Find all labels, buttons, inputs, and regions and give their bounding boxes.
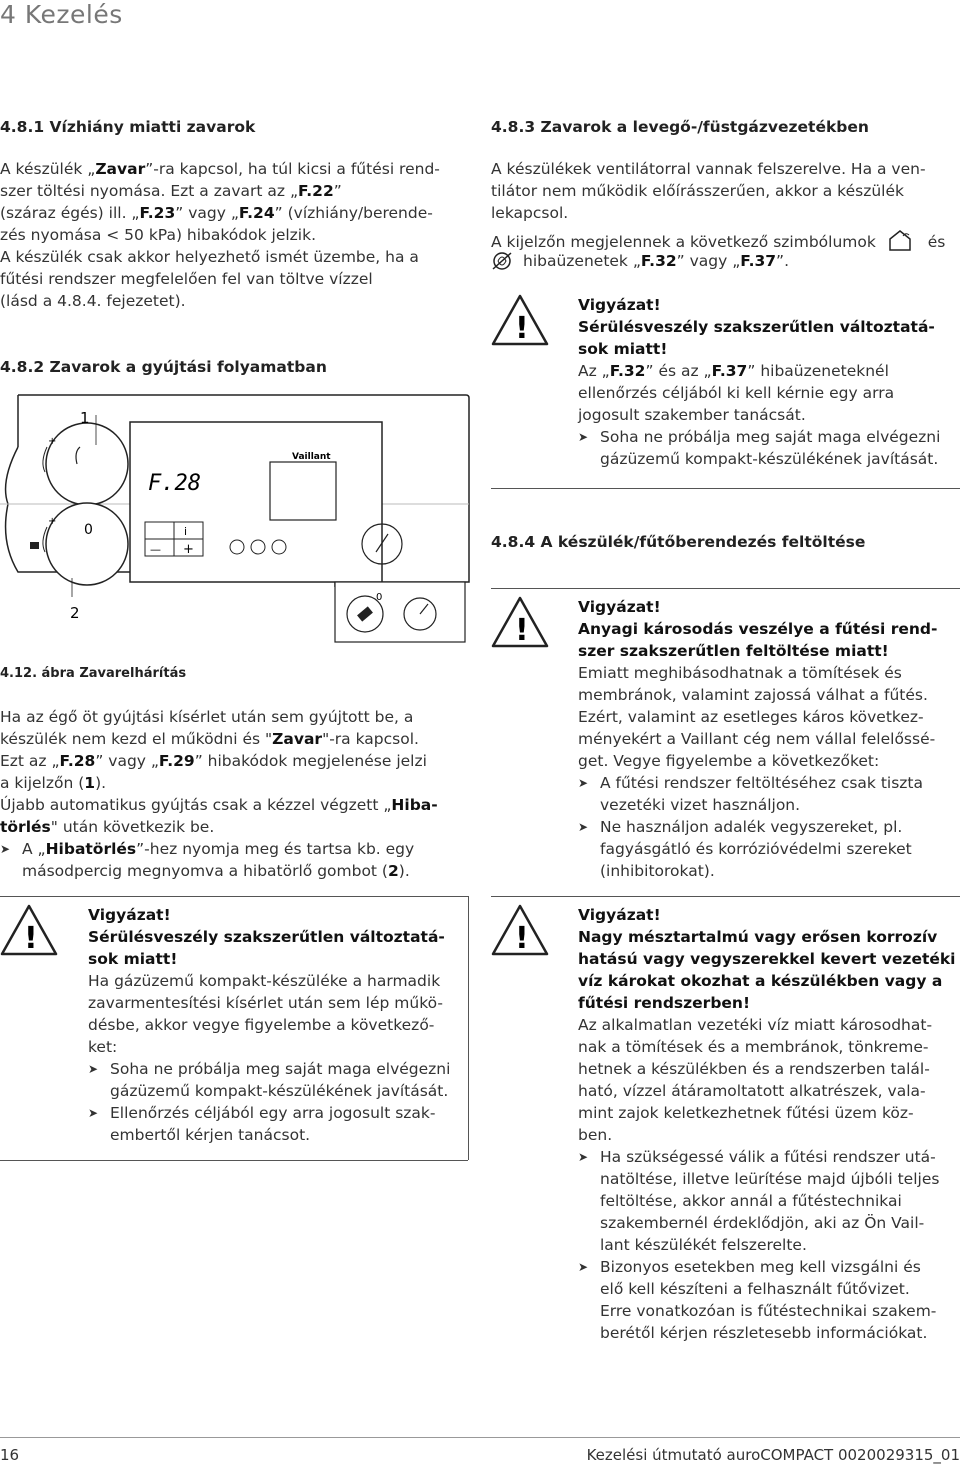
warning-box-right-2 [491,596,960,882]
bullet-item: ➤ Bizonyos esetekben meg kell vizsgálni és elő kell készíteni a felhasznált fűtővizet. Erre vonatkozóan is fűtéstechnikai szakem- berétől kérjen részletesebb információkat. [578,1256,956,1344]
section-4-8-3-title: 4.8.3 Zavarok a levegő-/füstgázvezetékben [491,118,869,136]
warning-bold-text: Sérülésveszély szakszerűtlen változtatá- sok miatt! [88,928,445,968]
warning-title: Vigyázat! [578,906,661,924]
warning-bullets [88,1058,450,1146]
warning-title: Vigyázat! [578,598,661,616]
brand-label: Vaillant [292,452,331,462]
display-error-code: F.28 [148,471,201,496]
temperature-knob-2 [46,503,128,585]
warning-bullets [578,1146,956,1344]
bullet-item: ➤ Soha ne próbálja meg saját maga elvégezni gázüzemű kompakt-készülékének javítását. [578,426,940,470]
svg-text:!: ! [24,921,38,956]
section-4-8-2-title: 4.8.2 Zavarok a gyújtási folyamatban [0,358,327,376]
bullet-item: ➤ Soha ne próbálja meg saját maga elvégezni gázüzemű kompakt-készülékének javítását. [88,1058,450,1102]
symbol-line-2: hibaüzenetek „F.32” vagy „F.37”. [491,250,960,272]
ignition-paragraph: Ha az égő öt gyújtási kísérlet után sem gyújtott be, a készülék nem kezd el működni és "Zavar"-ra kapcsol. Ezt az „F.28” vagy „F.29” hibakódok megjelenése jelzi a kijelzőn (1). Újabb automatikus gyújtás csak a kézzel végzett „Hiba- törlés" után következik be. [0,708,438,836]
warning-title: Vigyázat! [578,296,661,314]
warning-bold-text: Sérülésveszély szakszerűtlen változtatá- sok miatt! [578,318,935,358]
svg-text:+: + [48,436,57,447]
temperature-knob-1 [46,423,128,505]
plus-button: + [183,542,194,557]
section-4-8-1-title: 4.8.1 Vízhiány miatti zavarok [0,118,256,136]
bullet-item: ➤ A fűtési rendszer feltöltéséhez csak tiszta vezetéki vizet használjon. [578,772,937,816]
warning-text: Az „F.32” és az „F.37” hibaüzeneteknél ellenőrzés céljából ki kell kérnie egy arra jogosult szakember tanácsát. [578,362,895,424]
svg-text:!: ! [515,311,529,346]
warning-bold-text: Anyagi károsodás veszélye a fűtési rend- szer szakszerűtlen feltöltése miatt! [578,620,938,660]
lcd-display [270,462,336,520]
svg-text:!: ! [515,613,529,648]
warning-box-left [0,904,470,1146]
warning-triangle-icon [491,596,549,650]
symbol-line-1: A kijelzőn megjelennek a következő szimbólumok és [491,228,960,253]
info-button: i [184,525,188,538]
section-4-8-4-title: 4.8.4 A készülék/fűtőberendezés feltöltése [491,533,866,551]
document-title: Kezelési útmutató auroCOMPACT 0020029315_01 [586,1446,960,1464]
bullet-item: ➤ Ellenőrzés céljából egy arra jogosult szak- embertől kérjen tanácsot. [88,1102,450,1146]
display-panel [130,422,382,582]
house-symbol-icon [887,228,913,252]
callout-1: 1 [80,409,90,427]
callout-2: 2 [70,604,80,622]
warning-title: Vigyázat! [88,906,171,924]
figure-caption: 4.12. ábra Zavarelhárítás [0,666,187,681]
control-panel-figure [0,392,470,654]
warning-bold-text: Nagy mésztartalmú vagy erősen korrozív hatású vagy vegyszerekkel kevert vezetéki víz károkat okozhat a készülékben vagy a fűtési rendszerben! [578,928,956,1012]
knob-zero-label: 0 [84,522,93,538]
warning-text: Ha gázüzemű kompakt-készüléke a harmadik zavarmentesítési kísérlet után sem lép műkö- désbe, akkor vegye figyelembe a következő- ket: [88,972,444,1056]
page-header: 4 Kezelés [0,0,123,29]
minus-button: — [150,543,161,556]
warning-triangle-icon [0,904,58,958]
warning-text: Emiatt meghibásodhatnak a tömítések és membránok, valamint zajossá válhat a fűtés. Ezért, valamint az esetleges káros következ- ményekért a Vaillant cég nem vállal felelőssé- get. Vegye figyelembe a következőket: [578,664,936,770]
switch-zero-label: 0 [376,592,383,603]
bullet-item: ➤ Ne használjon adalék vegyszereket, pl. fagyásgátló és korrózióvédelmi szereket (inhibitorokat). [578,816,937,882]
warning-bullets [578,772,937,882]
bullet-item: ➤ Ha szükségessé válik a fűtési rendszer utá- natöltése, illetve leürítése majd újbóli teljes feltöltése, akkor annál a fűtéstechnikai szakembernél érdeklődjön, aki az Ön Vail- lant készülékét felszerelte. [578,1146,956,1256]
fan-error-icon [491,251,513,271]
reset-instruction: ➤ A „Hibatörlés”-hez nyomja meg és tartsa kb. egy másodpercig megnyomva a hibatörlő gombot (2). [0,838,470,882]
svg-text:!: ! [515,921,529,956]
warning-text: Az alkalmatlan vezetéki víz miatt károsodhat- nak a tömítések és a membránok, tönkreme- hetnek a készülékben és a rendszerben talál- ható, vízzel átáramoltatott alkatrészek, vala- mint zajok keletkezhetnek fűtési üzem köz- ben. [578,1016,933,1144]
warning-box-right-3 [491,904,960,1344]
warning-box-right-1 [491,294,960,470]
section-4-8-1-body: A készülék „Zavar”-ra kapcsol, ha túl kicsi a fűtési rend- szer töltési nyomása. Ezt a zavart az „F.22” (száraz égés) ill. „F.23” vagy „F.24” (vízhiány/berende- zés nyomása < 50 kPa) hibakódok jelzik. A készülék csak akkor helyezhető ismét üzembe, ha a fűtési rendszer megfelelően fel van töltve vízzel (lásd a 4.8.4. fejezetet). [0,160,440,310]
section-4-8-3-body: A készülékek ventilátorral vannak felszerelve. Ha a ven- tilátor nem működik előírásszerűen, akkor a készülék lekapcsol. [491,160,926,222]
warning-bullets [578,426,940,470]
warning-triangle-icon [491,294,549,348]
page-number: 16 [0,1446,20,1464]
svg-text:+: + [48,516,57,527]
warning-triangle-icon [491,904,549,958]
